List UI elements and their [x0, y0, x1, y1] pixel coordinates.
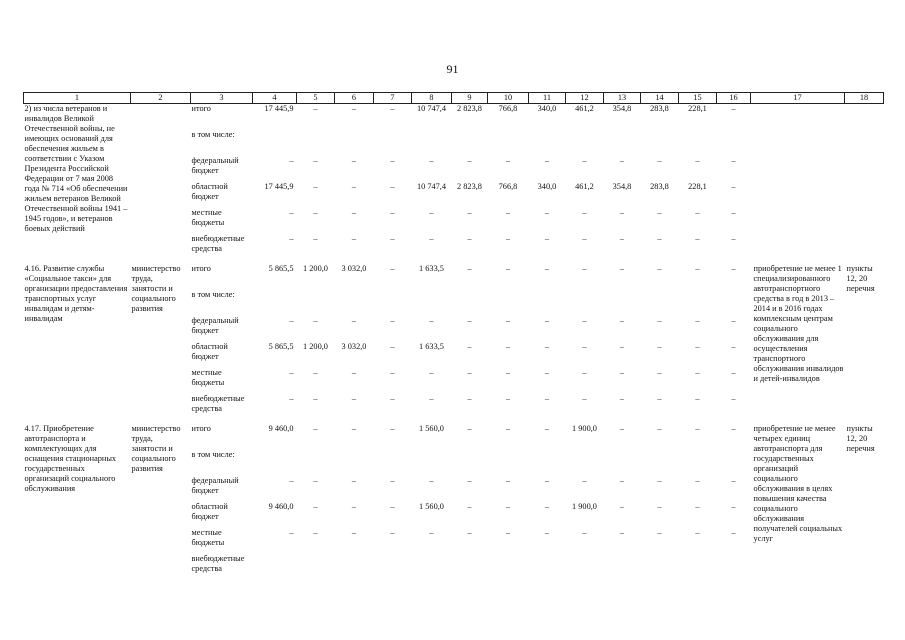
funding-value: –: [429, 476, 434, 485]
column-header: 5: [297, 93, 335, 104]
list-points: [845, 104, 884, 265]
column-header: 4: [253, 93, 297, 104]
funding-value: –: [731, 368, 736, 377]
funding-value: –: [289, 394, 294, 403]
funding-value: [452, 290, 488, 316]
funding-source-label: местные бюджеты: [191, 368, 225, 387]
funding-value: –: [467, 316, 472, 325]
funding-value: –: [544, 264, 550, 273]
funding-value: –: [313, 156, 318, 165]
funding-value: –: [582, 476, 587, 485]
funding-source-label: областной бюджет: [191, 182, 228, 201]
funding-value: 2 823,8: [457, 104, 482, 113]
funding-value: –: [429, 316, 434, 325]
funding-value: [412, 554, 452, 584]
funding-source-label: областной бюджет: [191, 502, 228, 521]
funding-value: [604, 130, 641, 156]
funding-value: –: [467, 208, 472, 217]
funding-value: 9 460,0: [268, 502, 294, 511]
funding-value: –: [505, 502, 511, 511]
funding-value: 10 747,4: [416, 104, 447, 113]
funding-value: –: [390, 316, 395, 325]
funding-value: –: [731, 502, 736, 511]
funding-value: –: [390, 502, 395, 511]
funding-value: –: [657, 502, 662, 511]
measure-name: 2) из числа ветеранов и инвалидов Великой Отечественной войны, не имеющих оснований для обеспечения жильем в соответствии с Указом Президента Российской Федерации от 7 мая 2008 года № 714 «Об обеспечении жильем ветеранов Великой Отечественной войны 1941 – 1945 годов», и ветеранов боевых действий: [24, 104, 128, 233]
funding-source-label: внебюджетные средства: [191, 234, 245, 253]
funding-value: –: [351, 394, 357, 403]
funding-value: –: [351, 104, 357, 113]
column-header: 15: [679, 93, 717, 104]
funding-value: –: [505, 368, 511, 377]
funding-value: –: [351, 208, 357, 217]
funding-value: –: [731, 342, 736, 351]
funding-value: 228,1: [688, 182, 707, 191]
funding-value: 340,0: [537, 182, 557, 191]
funding-value: [297, 130, 335, 156]
measure-name: 4.16. Развитие службы «Социальное такси» для организации предоставления транспортных услуг инвалидам и детям-инвалидам: [24, 264, 128, 323]
funding-value: [566, 450, 604, 476]
funding-value: [604, 450, 641, 476]
funding-value: 5 865,5: [268, 342, 294, 351]
funding-value: –: [695, 502, 700, 511]
funding-value: [679, 290, 717, 316]
table-row: [24, 104, 884, 131]
funding-value: –: [390, 528, 395, 537]
funding-value: –: [544, 424, 550, 433]
funding-value: 1 633,5: [419, 342, 444, 351]
column-header: 10: [488, 93, 529, 104]
funding-value: –: [695, 394, 700, 403]
funding-value: –: [657, 528, 662, 537]
column-header: 11: [529, 93, 566, 104]
funding-value: –: [351, 502, 357, 511]
funding-value: –: [351, 424, 357, 433]
funding-value: 9 460,0: [268, 424, 294, 433]
executor: министерство труда, занятости и социального развития: [131, 424, 181, 473]
funding-value: –: [429, 234, 434, 243]
column-header: 6: [335, 93, 374, 104]
funding-value: [488, 130, 529, 156]
funding-value: –: [582, 156, 587, 165]
funding-value: –: [731, 476, 736, 485]
funding-value: –: [313, 234, 318, 243]
funding-value: 340,0: [537, 104, 557, 113]
funding-value: –: [544, 156, 550, 165]
funding-value: [717, 450, 751, 476]
funding-value: –: [351, 182, 357, 191]
funding-value: [641, 450, 679, 476]
column-header: 3: [191, 93, 253, 104]
funding-value: –: [619, 394, 625, 403]
funding-value: –: [544, 316, 550, 325]
funding-value: –: [467, 264, 472, 273]
funding-source-label: в том числе:: [191, 290, 235, 299]
executor: министерство труда, занятости и социального развития: [131, 264, 181, 313]
funding-value: –: [313, 476, 318, 485]
funding-value: –: [657, 476, 662, 485]
funding-value: –: [467, 234, 472, 243]
funding-value: –: [731, 264, 736, 273]
funding-value: –: [390, 476, 395, 485]
funding-value: 5 865,5: [268, 264, 294, 273]
funding-value: –: [619, 342, 625, 351]
funding-value: –: [467, 476, 472, 485]
funding-value: –: [619, 208, 625, 217]
funding-value: –: [657, 208, 662, 217]
funding-value: –: [313, 368, 318, 377]
funding-value: 1 633,5: [419, 264, 444, 273]
column-header: 17: [751, 93, 845, 104]
funding-value: –: [619, 234, 625, 243]
funding-value: –: [731, 234, 736, 243]
funding-value: 461,2: [575, 104, 594, 113]
funding-value: [717, 554, 751, 584]
funding-value: –: [289, 368, 294, 377]
expected-result: приобретение не менее четырех единиц автотранспорта для государственных организаций социального обслуживания в целях повышения качества социального обслуживания получателей социальных услуг: [753, 424, 843, 543]
funding-value: [374, 130, 412, 156]
funding-value: 461,2: [575, 182, 594, 191]
funding-value: 283,8: [650, 104, 669, 113]
funding-value: –: [505, 342, 511, 351]
funding-value: 1 560,0: [419, 424, 444, 433]
funding-value: –: [731, 528, 736, 537]
funding-value: –: [390, 264, 395, 273]
funding-value: 354,8: [612, 182, 632, 191]
funding-value: –: [289, 476, 294, 485]
funding-value: –: [582, 234, 587, 243]
funding-value: 766,8: [498, 104, 518, 113]
funding-value: [412, 450, 452, 476]
list-points: пункты 12, 20 перечня: [846, 264, 875, 293]
funding-value: –: [657, 264, 662, 273]
funding-value: –: [351, 156, 357, 165]
page-number: 91: [446, 62, 459, 76]
funding-value: 17 445,9: [264, 182, 294, 191]
funding-value: –: [467, 424, 472, 433]
funding-value: 10 747,4: [416, 182, 447, 191]
column-header: 13: [604, 93, 641, 104]
funding-value: [679, 130, 717, 156]
funding-value: –: [544, 476, 550, 485]
funding-value: –: [313, 424, 318, 433]
funding-value: –: [289, 208, 294, 217]
funding-value: 766,8: [498, 182, 518, 191]
funding-value: [374, 554, 412, 584]
funding-value: –: [467, 368, 472, 377]
funding-value: –: [731, 156, 736, 165]
funding-value: –: [429, 394, 434, 403]
funding-value: –: [544, 342, 550, 351]
funding-value: –: [351, 316, 357, 325]
funding-value: [488, 450, 529, 476]
funding-value: –: [544, 502, 550, 511]
funding-value: –: [544, 528, 550, 537]
funding-source-label: в том числе:: [191, 130, 235, 139]
funding-value: [452, 450, 488, 476]
table-row: [24, 264, 884, 290]
funding-value: –: [351, 476, 357, 485]
column-header: 12: [566, 93, 604, 104]
funding-value: –: [313, 182, 318, 191]
funding-value: –: [289, 316, 294, 325]
funding-value: [679, 450, 717, 476]
funding-value: –: [695, 316, 700, 325]
funding-source-label: местные бюджеты: [191, 208, 225, 227]
funding-value: –: [313, 104, 318, 113]
funding-value: –: [429, 528, 434, 537]
funding-value: [335, 130, 374, 156]
funding-value: –: [619, 476, 625, 485]
funding-value: [566, 130, 604, 156]
funding-value: [297, 290, 335, 316]
funding-value: [452, 130, 488, 156]
funding-value: –: [505, 394, 511, 403]
funding-value: –: [544, 368, 550, 377]
funding-value: [488, 554, 529, 584]
executor: [131, 104, 191, 265]
column-header: 14: [641, 93, 679, 104]
funding-source-label: итого: [191, 104, 211, 113]
funding-value: [412, 130, 452, 156]
funding-value: –: [731, 316, 736, 325]
funding-value: –: [289, 528, 294, 537]
column-header: 8: [412, 93, 452, 104]
column-header: 1: [24, 93, 131, 104]
funding-value: [412, 290, 452, 316]
funding-value: [679, 554, 717, 584]
funding-value: –: [695, 264, 700, 273]
funding-value: –: [390, 208, 395, 217]
measure-name: 4.17. Приобретение автотранспорта и комплектующих для оснащения стационарных государственных организаций социального обслуживания: [24, 424, 117, 493]
funding-value: –: [544, 394, 550, 403]
funding-value: –: [657, 368, 662, 377]
funding-value: –: [731, 104, 736, 113]
funding-value: –: [657, 156, 662, 165]
funding-value: –: [619, 424, 625, 433]
funding-value: –: [582, 316, 587, 325]
funding-value: –: [619, 316, 625, 325]
funding-value: –: [429, 156, 434, 165]
funding-value: [529, 554, 566, 584]
funding-value: –: [390, 394, 395, 403]
funding-value: –: [582, 528, 587, 537]
funding-value: [335, 554, 374, 584]
funding-value: –: [429, 208, 434, 217]
funding-value: –: [390, 156, 395, 165]
funding-value: –: [544, 208, 550, 217]
funding-source-label: федеральный бюджет: [191, 156, 239, 175]
funding-source-label: федеральный бюджет: [191, 316, 239, 335]
funding-value: [604, 290, 641, 316]
funding-value: –: [429, 368, 434, 377]
funding-value: –: [467, 528, 472, 537]
funding-value: –: [390, 234, 395, 243]
header-row: [24, 93, 884, 104]
funding-value: –: [505, 208, 511, 217]
funding-value: –: [657, 316, 662, 325]
funding-value: –: [505, 156, 511, 165]
funding-value: 283,8: [650, 182, 669, 191]
funding-value: [374, 450, 412, 476]
funding-value: –: [505, 424, 511, 433]
funding-value: –: [619, 264, 625, 273]
funding-value: –: [619, 156, 625, 165]
funding-value: [529, 130, 566, 156]
funding-value: –: [289, 156, 294, 165]
funding-value: [566, 290, 604, 316]
funding-value: –: [505, 476, 511, 485]
funding-value: –: [695, 234, 700, 243]
funding-value: –: [351, 368, 357, 377]
funding-value: –: [544, 234, 550, 243]
funding-value: –: [619, 368, 625, 377]
column-header: 7: [374, 93, 412, 104]
funding-value: –: [390, 424, 395, 433]
funding-value: –: [313, 502, 318, 511]
funding-value: –: [731, 182, 736, 191]
funding-value: [253, 290, 297, 316]
funding-value: [529, 290, 566, 316]
funding-value: –: [313, 316, 318, 325]
funding-value: –: [657, 394, 662, 403]
funding-source-label: федеральный бюджет: [191, 476, 239, 495]
funding-value: –: [390, 342, 395, 351]
funding-source-label: итого: [191, 424, 211, 433]
funding-value: [641, 554, 679, 584]
funding-value: –: [582, 264, 587, 273]
funding-value: [717, 130, 751, 156]
funding-value: –: [390, 182, 395, 191]
funding-value: –: [582, 208, 587, 217]
funding-value: 3 032,0: [341, 264, 367, 273]
funding-value: –: [505, 264, 511, 273]
funding-value: –: [695, 342, 700, 351]
funding-value: [566, 554, 604, 584]
funding-value: –: [313, 208, 318, 217]
column-header: 18: [845, 93, 884, 104]
funding-value: –: [313, 394, 318, 403]
funding-source-label: внебюджетные средства: [191, 554, 245, 573]
column-header: 9: [452, 93, 488, 104]
funding-value: [253, 554, 297, 584]
expected-result: [751, 104, 845, 265]
funding-source-label: местные бюджеты: [191, 528, 225, 547]
funding-value: –: [695, 424, 700, 433]
funding-value: –: [289, 234, 294, 243]
funding-source-label: внебюджетные средства: [191, 394, 245, 413]
funding-source-label: областной бюджет: [191, 342, 228, 361]
funding-value: –: [695, 368, 700, 377]
funding-value: –: [582, 342, 587, 351]
funding-value: 1 200,0: [303, 342, 328, 351]
funding-source-label: итого: [191, 264, 211, 273]
funding-value: 354,8: [612, 104, 632, 113]
funding-value: –: [695, 156, 700, 165]
funding-value: –: [390, 368, 395, 377]
funding-value: [641, 130, 679, 156]
funding-value: –: [731, 424, 736, 433]
funding-value: –: [505, 316, 511, 325]
funding-value: –: [313, 528, 318, 537]
funding-value: –: [351, 528, 357, 537]
program-measures-table: [23, 92, 884, 584]
funding-value: –: [467, 394, 472, 403]
funding-value: –: [619, 528, 625, 537]
funding-value: [297, 554, 335, 584]
funding-value: [452, 554, 488, 584]
funding-value: 1 200,0: [303, 264, 328, 273]
funding-value: –: [619, 502, 625, 511]
funding-value: [297, 450, 335, 476]
funding-value: –: [467, 502, 472, 511]
table-row: [24, 424, 884, 450]
funding-value: –: [657, 342, 662, 351]
funding-value: [335, 450, 374, 476]
funding-value: 1 900,0: [572, 424, 597, 433]
funding-value: –: [582, 394, 587, 403]
funding-value: 3 032,0: [341, 342, 367, 351]
funding-value: [529, 450, 566, 476]
funding-value: [641, 290, 679, 316]
funding-value: –: [695, 476, 700, 485]
funding-value: –: [505, 234, 511, 243]
funding-value: 2 823,8: [457, 182, 482, 191]
funding-value: –: [390, 104, 395, 113]
funding-value: –: [657, 234, 662, 243]
funding-value: 228,1: [688, 104, 707, 113]
funding-source-label: в том числе:: [191, 450, 235, 459]
funding-value: –: [731, 394, 736, 403]
funding-value: –: [351, 234, 357, 243]
list-points: пункты 12, 20 перечня: [846, 424, 875, 453]
funding-value: –: [582, 368, 587, 377]
funding-value: [374, 290, 412, 316]
funding-value: –: [695, 528, 700, 537]
funding-value: –: [505, 528, 511, 537]
funding-value: 1 560,0: [419, 502, 444, 511]
funding-value: [253, 450, 297, 476]
funding-value: 17 445,9: [264, 104, 294, 113]
funding-value: –: [467, 156, 472, 165]
funding-value: 1 900,0: [572, 502, 597, 511]
funding-value: [717, 290, 751, 316]
funding-value: –: [467, 342, 472, 351]
funding-value: –: [657, 424, 662, 433]
funding-value: [488, 290, 529, 316]
column-header: 16: [717, 93, 751, 104]
column-header: 2: [131, 93, 191, 104]
expected-result: приобретение не менее 1 специализированного автотранспортного средства в год в 2013 – 2014 и в 2016 годах комплексным центрам социального обслуживания для осуществления транспортного обслуживания инвалидов и детей-инвалидов: [753, 264, 844, 383]
funding-value: [604, 554, 641, 584]
funding-value: –: [731, 208, 736, 217]
funding-value: [335, 290, 374, 316]
funding-value: [253, 130, 297, 156]
funding-value: –: [695, 208, 700, 217]
